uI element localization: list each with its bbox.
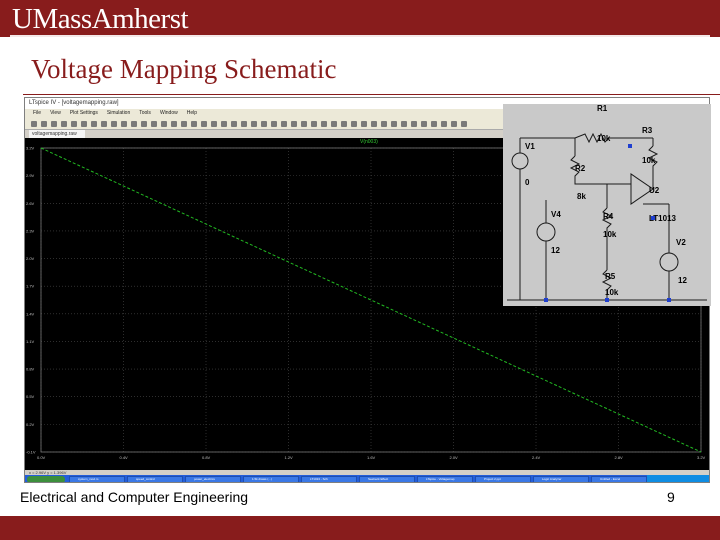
taskbar-button[interactable]: speed_control xyxy=(127,476,183,483)
y-tick-label: 2.3V xyxy=(26,228,35,234)
menu-view[interactable]: View xyxy=(50,110,61,116)
toolbar-button-icon[interactable] xyxy=(461,121,467,127)
toolbar-button-icon[interactable] xyxy=(351,121,357,127)
x-tick-label: 0.4V xyxy=(119,455,128,460)
toolbar-button-icon[interactable] xyxy=(431,121,437,127)
toolbar-button-icon[interactable] xyxy=(131,121,137,127)
y-tick-label: 2.6V xyxy=(26,200,35,206)
toolbar-button-icon[interactable] xyxy=(61,121,67,127)
x-tick-label: 0.8V xyxy=(202,455,211,460)
menu-simulation[interactable]: Simulation xyxy=(106,110,131,116)
toolbar-button-icon[interactable] xyxy=(51,121,57,127)
toolbar-button-icon[interactable] xyxy=(141,121,147,127)
v1-name: V1 xyxy=(525,142,535,151)
r5-value: 10k xyxy=(605,288,619,297)
header-divider xyxy=(10,35,710,37)
start-button[interactable] xyxy=(27,476,65,483)
v4-value: 12 xyxy=(551,246,560,255)
r4-value: 10k xyxy=(603,230,617,239)
y-tick-label: 1.7V xyxy=(26,283,35,289)
r1-value: 10k xyxy=(597,134,611,143)
toolbar-button-icon[interactable] xyxy=(201,121,207,127)
toolbar-button-icon[interactable] xyxy=(271,121,277,127)
toolbar-button-icon[interactable] xyxy=(111,121,117,127)
menu-plot-settings[interactable]: Plot Settings xyxy=(69,110,98,116)
r1-name: R1 xyxy=(597,104,608,113)
taskbar-button[interactable]: LTspice - Voltagemap xyxy=(417,476,473,483)
page-number: 9 xyxy=(667,489,675,505)
y-tick-label: 3.2V xyxy=(26,145,35,151)
v4-source-symbol xyxy=(537,223,555,241)
v4-name: V4 xyxy=(551,210,561,219)
taskbar-button[interactable]: Logic Analyzer xyxy=(533,476,589,483)
toolbar-button-icon[interactable] xyxy=(341,121,347,127)
r2-value: 8k xyxy=(577,192,586,201)
taskbar-button[interactable]: power_electrics xyxy=(185,476,241,483)
footer-department: Electrical and Computer Engineering xyxy=(20,489,249,505)
toolbar-button-icon[interactable] xyxy=(41,121,47,127)
university-logo: UMassAmherst xyxy=(12,3,189,35)
title-divider xyxy=(23,94,720,95)
toolbar-button-icon[interactable] xyxy=(321,121,327,127)
menu-window[interactable]: Window xyxy=(159,110,178,116)
slide-title: Voltage Mapping Schematic xyxy=(31,54,337,84)
r3-name: R3 xyxy=(642,126,653,135)
y-tick-label: 1.1V xyxy=(26,338,35,344)
v2-name: V2 xyxy=(676,238,686,247)
toolbar-button-icon[interactable] xyxy=(211,121,217,127)
x-tick-label: 3.2V xyxy=(697,455,706,460)
r5-name: R5 xyxy=(605,272,616,281)
toolbar-button-icon[interactable] xyxy=(261,121,267,127)
toolbar-button-icon[interactable] xyxy=(361,121,367,127)
y-tick-label: 0.5V xyxy=(26,394,35,400)
x-tick-label: 1.2V xyxy=(284,455,293,460)
x-tick-label: 0.0V xyxy=(37,455,46,460)
taskbar-button[interactable]: LT1013 - Sch xyxy=(301,476,357,483)
y-tick-label: -0.1V xyxy=(26,449,36,455)
windows-taskbar xyxy=(25,475,710,483)
toolbar-button-icon[interactable] xyxy=(171,121,177,127)
toolbar-button-icon[interactable] xyxy=(301,121,307,127)
r3-value: 10k xyxy=(642,156,656,165)
tab-waveform[interactable]: voltagemapping.raw xyxy=(29,130,85,138)
menu-help[interactable]: Help xyxy=(186,110,198,116)
footer-bar xyxy=(0,516,720,540)
r1-resistor-symbol xyxy=(575,134,653,142)
x-tick-label: 1.6V xyxy=(367,455,376,460)
toolbar-button-icon[interactable] xyxy=(161,121,167,127)
y-tick-label: 2.0V xyxy=(26,256,35,262)
toolbar-button-icon[interactable] xyxy=(251,121,257,127)
toolbar-button-icon[interactable] xyxy=(451,121,457,127)
menu-tools[interactable]: Tools xyxy=(139,110,151,116)
toolbar-button-icon[interactable] xyxy=(181,121,187,127)
toolbar-button-icon[interactable] xyxy=(311,121,317,127)
toolbar-button-icon[interactable] xyxy=(191,121,197,127)
r4-name: R4 xyxy=(603,212,614,221)
toolbar-button-icon[interactable] xyxy=(291,121,297,127)
taskbar-button[interactable]: system_mod.m xyxy=(69,476,125,483)
v1-source-symbol xyxy=(512,153,528,169)
y-tick-label: 2.9V xyxy=(26,173,35,179)
v2-value: 12 xyxy=(678,276,687,285)
taskbar-button[interactable]: Untitled - Excel xyxy=(591,476,647,483)
u2-value: LT1013 xyxy=(649,214,676,223)
y-tick-label: 0.8V xyxy=(26,366,35,372)
r2-name: R2 xyxy=(575,164,586,173)
toolbar-button-icon[interactable] xyxy=(381,121,387,127)
toolbar-button-icon[interactable] xyxy=(81,121,87,127)
toolbar-button-icon[interactable] xyxy=(91,121,97,127)
toolbar-button-icon[interactable] xyxy=(241,121,247,127)
x-tick-label: 2.4V xyxy=(532,455,541,460)
taskbar-button[interactable]: Seebeck Effect xyxy=(359,476,415,483)
toolbar-button-icon[interactable] xyxy=(121,121,127,127)
u2-name: U2 xyxy=(649,186,660,195)
status-bar: x = 2.96V y = 1.396V xyxy=(25,470,710,475)
schematic-inset xyxy=(503,104,711,306)
toolbar-button-icon[interactable] xyxy=(151,121,157,127)
trace-label[interactable]: V(n003) xyxy=(360,139,378,145)
x-tick-label: 2.8V xyxy=(614,455,623,460)
toolbar-button-icon[interactable] xyxy=(411,121,417,127)
toolbar-button-icon[interactable] xyxy=(221,121,227,127)
header-bar xyxy=(0,0,720,37)
system-tray xyxy=(647,475,710,483)
toolbar-button-icon[interactable] xyxy=(371,121,377,127)
toolbar-button-icon[interactable] xyxy=(101,121,107,127)
x-tick-label: 2.0V xyxy=(449,455,458,460)
menu-file[interactable]: File xyxy=(33,110,42,116)
taskbar-button[interactable]: Project 2.ppt xyxy=(475,476,531,483)
v1-value: 0 xyxy=(525,178,530,187)
window-title: LTspice IV - [voltagemapping.raw] xyxy=(29,100,119,106)
y-tick-label: 1.4V xyxy=(26,311,35,317)
v2-source-symbol xyxy=(660,253,678,271)
toolbar-button-icon[interactable] xyxy=(331,121,337,127)
y-tick-label: 0.2V xyxy=(26,421,35,427)
toolbar-button-icon[interactable] xyxy=(441,121,447,127)
toolbar-button-icon[interactable] xyxy=(391,121,397,127)
toolbar-button-icon[interactable] xyxy=(71,121,77,127)
toolbar-button-icon[interactable] xyxy=(231,121,237,127)
toolbar-button-icon[interactable] xyxy=(31,121,37,127)
taskbar-button[interactable]: 1.5k draws (...) xyxy=(243,476,299,483)
toolbar-button-icon[interactable] xyxy=(281,121,287,127)
toolbar-button-icon[interactable] xyxy=(421,121,427,127)
toolbar-button-icon[interactable] xyxy=(401,121,407,127)
